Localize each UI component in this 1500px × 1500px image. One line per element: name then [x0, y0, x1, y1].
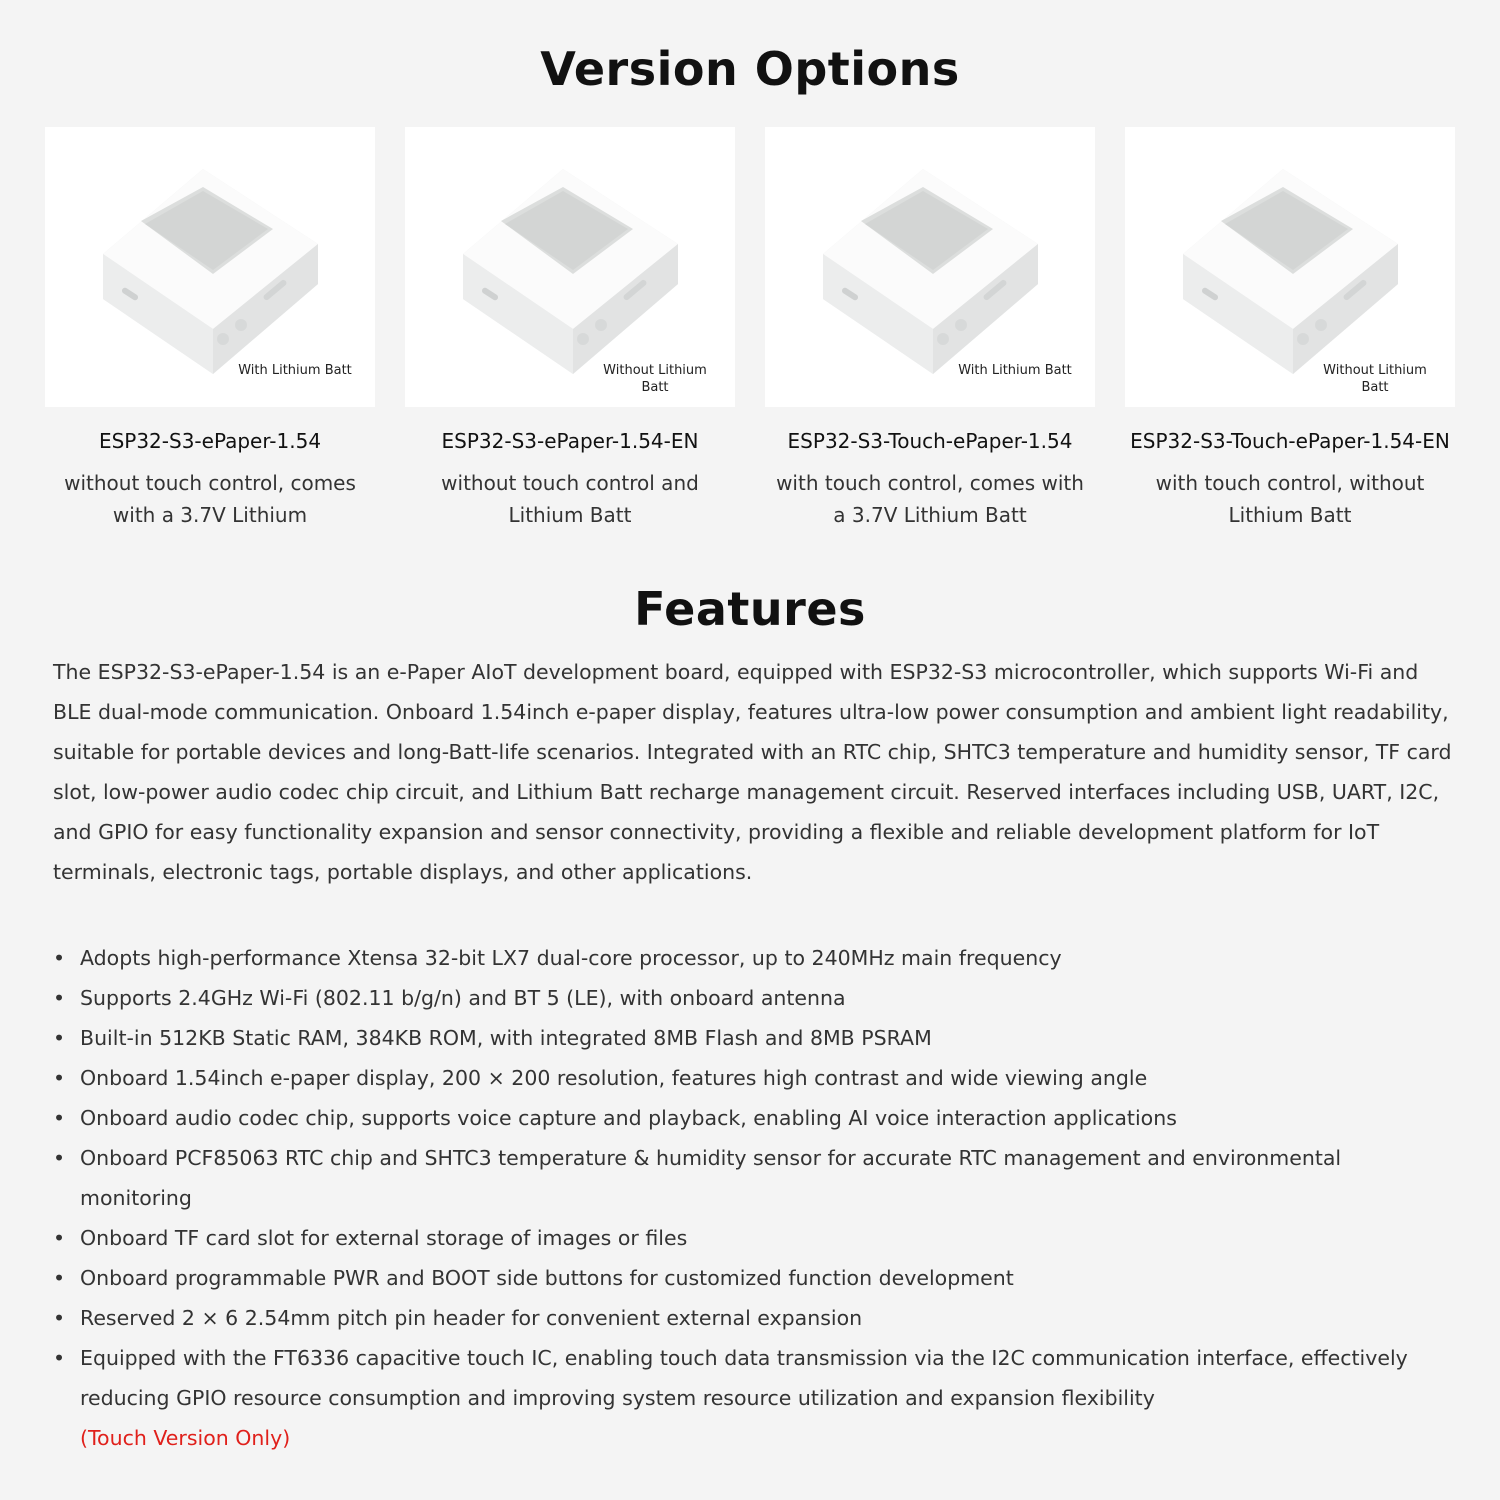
epaper-device-image — [1173, 149, 1403, 379]
bullet-icon: • — [53, 1026, 66, 1050]
features-title: Features — [634, 582, 866, 636]
epaper-device-image — [453, 149, 683, 379]
feature-text: Onboard PCF85063 RTC chip and SHTC3 temperature & humidity sensor for accurate RTC management and environmental monitoring — [80, 1146, 1342, 1210]
feature-item — [53, 1058, 1453, 1098]
version-card — [405, 127, 735, 527]
bullet-icon: • — [53, 1226, 66, 1250]
features-list — [53, 938, 1453, 1458]
bullet-icon: • — [53, 1066, 66, 1090]
product-description: without touch control and Lithium Batt — [441, 471, 699, 527]
version-card — [45, 127, 375, 527]
feature-text: Supports 2.4GHz Wi-Fi (802.11 b/g/n) and BT 5 (LE), with onboard antenna — [80, 986, 846, 1010]
touch-version-note: (Touch Version Only) — [80, 1426, 291, 1450]
feature-text: Adopts high-performance Xtensa 32-bit LX7 dual-core processor, up to 240MHz main frequency — [80, 946, 1062, 970]
battery-note: With Lithium Batt — [238, 363, 352, 378]
feature-item — [53, 1258, 1453, 1298]
bullet-icon: • — [53, 1106, 66, 1130]
epaper-device-image — [813, 149, 1043, 379]
bullet-icon: • — [53, 1146, 66, 1170]
product-description: with touch control, without Lithium Batt — [1155, 471, 1425, 527]
feature-text: Onboard 1.54inch e-paper display, 200 × 200 resolution, features high contrast and wide viewing angle — [80, 1066, 1148, 1090]
version-card — [1125, 127, 1455, 527]
product-name: ESP32-S3-ePaper-1.54-EN — [441, 429, 699, 453]
bullet-icon: • — [53, 986, 66, 1010]
feature-item — [53, 1138, 1453, 1218]
feature-item — [53, 1018, 1453, 1058]
version-cards — [45, 127, 1455, 547]
product-image — [1125, 127, 1455, 407]
product-name: ESP32-S3-ePaper-1.54 — [98, 429, 322, 453]
product-description: without touch control, comes with a 3.7V Lithium — [64, 471, 356, 527]
battery-note: Without Lithium Batt — [1323, 363, 1427, 395]
product-description: with touch control, comes with a 3.7V Lithium Batt — [776, 471, 1084, 527]
feature-text: Onboard programmable PWR and BOOT side buttons for customized function development — [80, 1266, 1014, 1290]
bullet-icon: • — [53, 1266, 66, 1290]
feature-item — [53, 1218, 1453, 1258]
battery-note: Without Lithium Batt — [603, 363, 707, 395]
product-image — [45, 127, 375, 407]
feature-item — [53, 978, 1453, 1018]
bullet-icon: • — [53, 1346, 66, 1370]
features-intro: The ESP32-S3-ePaper-1.54 is an e-Paper AIoT development board, equipped with ESP32-S3 microcontroller, which supports Wi-Fi and BLE dual-mode communication. Onboard 1.54inch e-paper display, features ultra-low power consumption and ambient light readability, suitable for portable devices and long-Batt-life scenarios. Integrated with an RTC chip, SHTC3 temperature and humidity sensor, TF card slot, low-power audio codec chip circuit, and Lithium Batt recharge management circuit. Reserved interfaces including USB, UART, I2C, and GPIO for easy functionality expansion and sensor connectivity, providing a flexible and reliable development platform for IoT terminals, electronic tags, portable displays, and other applications. — [53, 660, 1452, 884]
version-options-title: Version Options — [540, 42, 960, 96]
product-image — [405, 127, 735, 407]
product-name: ESP32-S3-Touch-ePaper-1.54 — [787, 429, 1073, 453]
feature-item — [53, 1338, 1453, 1458]
feature-item — [53, 1298, 1453, 1338]
feature-text: Built-in 512KB Static RAM, 384KB ROM, with integrated 8MB Flash and 8MB PSRAM — [80, 1026, 932, 1050]
product-name: ESP32-S3-Touch-ePaper-1.54-EN — [1130, 429, 1450, 453]
feature-item — [53, 938, 1453, 978]
feature-text: Onboard audio codec chip, supports voice capture and playback, enabling AI voice interaction applications — [80, 1106, 1177, 1130]
feature-text: Onboard TF card slot for external storage of images or files — [80, 1226, 688, 1250]
feature-text: Reserved 2 × 6 2.54mm pitch pin header for convenient external expansion — [80, 1306, 863, 1330]
bullet-icon: • — [53, 946, 66, 970]
battery-note: With Lithium Batt — [958, 363, 1072, 378]
feature-item — [53, 1098, 1453, 1138]
version-card — [765, 127, 1095, 527]
product-image — [765, 127, 1095, 407]
feature-text: Equipped with the FT6336 capacitive touch IC, enabling touch data transmission via the I2C communication interface, effectively reducing GPIO resource consumption and improving system resource utilization and expansion flexibility — [80, 1346, 1408, 1410]
bullet-icon: • — [53, 1306, 66, 1330]
epaper-device-image — [93, 149, 323, 379]
